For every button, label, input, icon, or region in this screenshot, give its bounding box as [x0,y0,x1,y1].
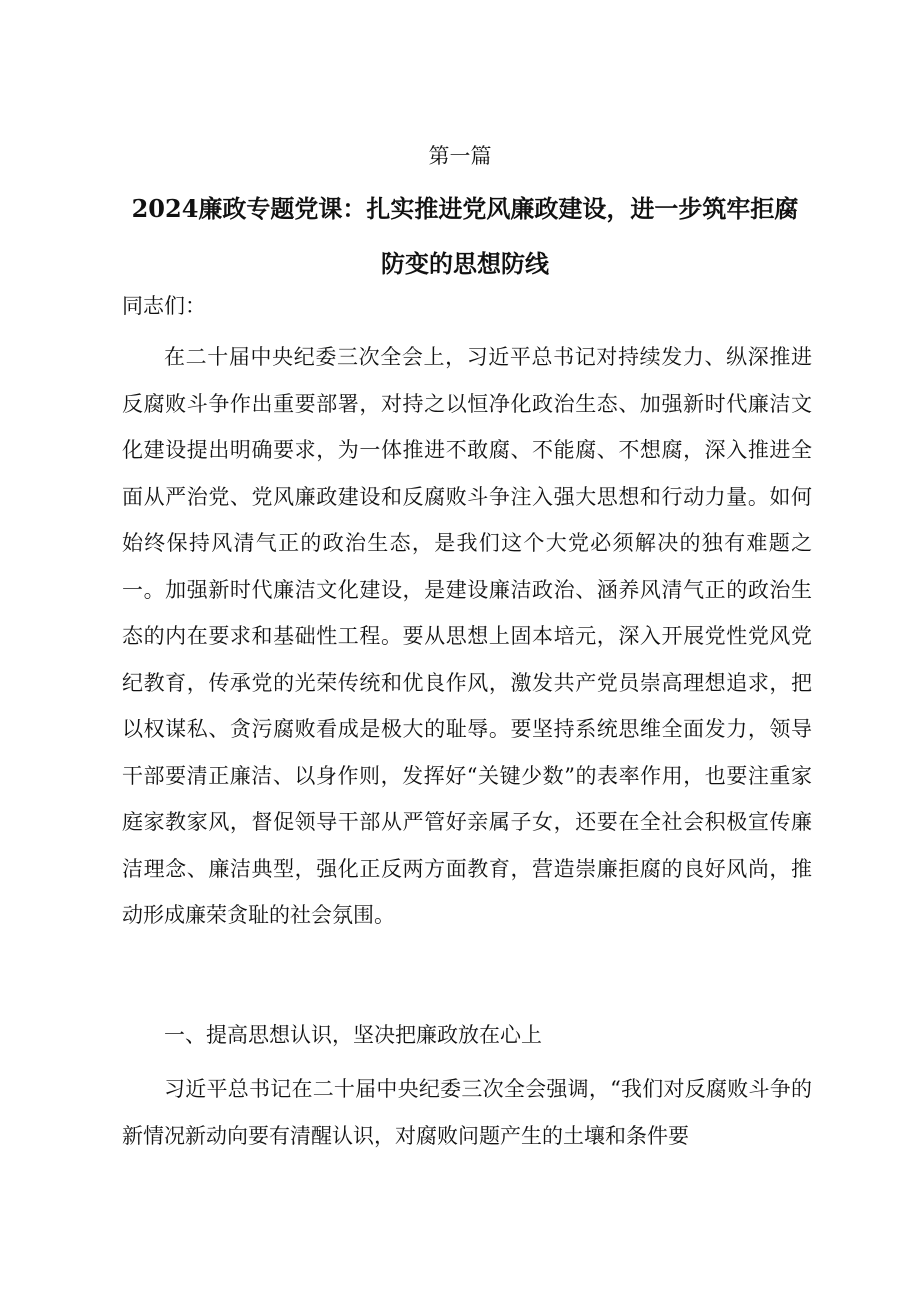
section-heading: 一、提高思想认识，坚决把廉政放在心上 [164,1023,542,1047]
salutation: 同志们： [122,294,206,318]
body-paragraph: 习近平总书记在二十届中央纪委三次全会强调，“我们对反腐败斗争的新情况新动向要有清醒认识，对腐败问题产生的土壤和条件要 [122,1077,812,1148]
body-paragraph: 在二十届中央纪委三次全会上，习近平总书记对持续发力、纵深推进反腐败斗争作出重要部署，对持之以恒净化政治生态、加强新时代廉洁文化建设提出明确要求，为一体推进不敢腐、不能腐、不想腐，深入推进全面从严治党、党风廉政建设和反腐败斗争注入强大思想和行动力量。如何始终保持风清气正的政治生态，是我们这个大党必须解决的独有难题之一。加强新时代廉洁文化建设，是建设廉洁政治、涵养风清气正的政治生态的内在要求和基础性工程。要从思想上固本培元，深入开展党性党风党纪教育，传承党的光荣传统和优良作风，激发共产党员崇高理想追求，把以权谋私、贪污腐败看成是极大的耻辱。要坚持系统思维全面发力，领导干部要清正廉洁、以身作则，发挥好“关键少数”的表率作用，也要注重家庭家教家风，督促领导干部从严管好亲属子女，还要在全社会积极宣传廉洁理念、廉洁典型，强化正反两方面教育，营造崇廉拒腐的良好风尚，推动形成廉荣贪耻的社会氛围。 [122,345,812,927]
part-label: 第一篇 [428,144,492,168]
document-title: 2024廉政专题党课：扎实推进党风廉政建设，进一步筑牢拒腐防变的思想防线 [131,194,799,278]
